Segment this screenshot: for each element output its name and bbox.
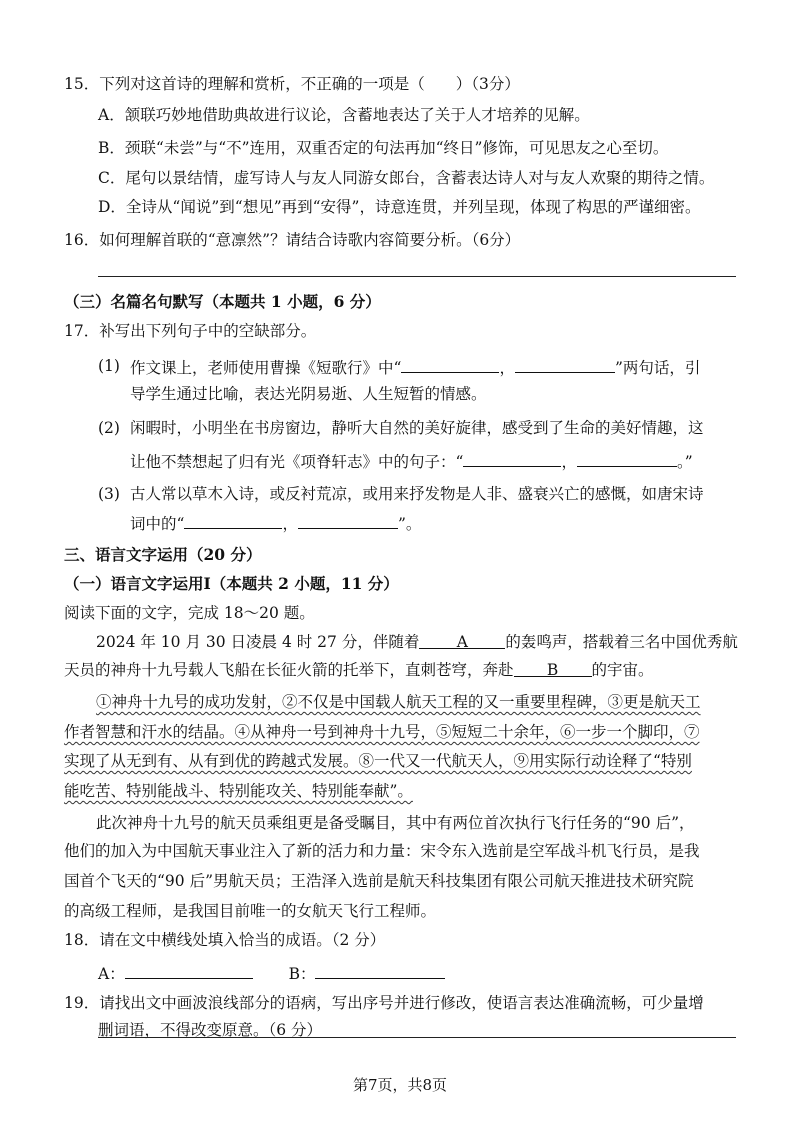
fill-blank[interactable] (463, 450, 561, 467)
section-heading: （一）语言文字运用Ⅰ（本题共 2 小题，11 分） (64, 574, 399, 593)
q17-item-number: (3) (98, 485, 120, 503)
comma: ， (282, 515, 298, 533)
q17-item2-line1: 闲暇时，小明坐在书房窗边，静听大自然的美好旋律，感受到了生命的美好情趣，这 (130, 419, 704, 437)
q17-item2-text-end: 。” (676, 453, 693, 471)
passage-text: 的轰鸣声，搭载着三名中国优秀航 (505, 633, 738, 651)
fill-blank[interactable] (184, 512, 282, 529)
wavy-passage-line: 实现了从无到有、从有到优的跨越式发展。⑧一代又一代航天人，⑨用实际行动诠释了“特别 (64, 752, 692, 770)
blank-a[interactable]: A (419, 632, 505, 649)
answer-line[interactable] (98, 1037, 736, 1038)
fill-blank[interactable] (298, 512, 398, 529)
passage-line: 的高级工程师，是我国目前唯一的女航天飞行工程师。 (64, 902, 437, 920)
passage-line: 国首个飞天的“90 后”男航天员；王浩泽入选前是航天科技集团有限公司航天推进技术研究院 (64, 872, 694, 890)
q17-item1-text-end: ”两句话，引 (614, 359, 701, 377)
part-heading: 三、语言文字运用（20 分） (64, 545, 262, 564)
q16-stem: 16．如何理解首联的“意凛然”？请结合诗歌内容简要分析。（6分） (64, 231, 521, 249)
q17-item3-text: 词中的“ (130, 515, 185, 533)
q19-stem: 19．请找出文中画波浪线部分的语病，写出序号并进行修改，使语言表达准确流畅，可少量增 (64, 994, 704, 1012)
passage-line: 此次神舟十九号的航天员乘组更是备受瞩目，其中有两位首次执行飞行任务的“90 后”， (96, 814, 695, 832)
q17-item3-text-end: ”。 (397, 515, 422, 533)
answer-b-blank[interactable] (315, 962, 445, 979)
passage-text: 天员的神舟十九号载人飞船在长征火箭的托举下，直刺苍穹，奔赴 (64, 661, 514, 679)
answer-line[interactable] (98, 276, 736, 277)
section-heading: （三）名篇名句默写（本题共 1 小题，6 分） (64, 292, 381, 311)
wavy-passage-line: 能吃苦、特别能战斗、特别能攻关、特别能奉献”。 (64, 782, 413, 800)
q17-item-number: (1) (98, 357, 120, 375)
blank-b[interactable]: B (514, 660, 592, 677)
label-b: B： (288, 965, 316, 983)
q18-stem: 18．请在文中横线处填入恰当的成语。（2 分） (64, 931, 386, 949)
q17-item1-text: 作文课上，老师使用曹操《短歌行》中“ (130, 359, 402, 377)
q15-option-b: B．颈联“未尝”与“不”连用，双重否定的句法再加“终日”修饰，可见思友之心至切。 (98, 139, 669, 157)
wavy-passage-line: 作者智慧和汗水的结晶。④从神舟一号到神舟十九号，⑤短短二十余年，⑥一步一个脚印，⑦ (64, 723, 700, 741)
q15-stem: 15．下列对这首诗的理解和赏析，不正确的一项是（ ）（3分） (64, 75, 520, 93)
answer-a-blank[interactable] (125, 962, 253, 979)
passage-text: 的宇宙。 (591, 661, 654, 679)
page-number: 第7页，共8页 (352, 1076, 448, 1094)
q17-item2-text: 让他不禁想起了归有光《项脊轩志》中的句子：“ (130, 453, 464, 471)
q19-stem-line2: 删词语，不得改变原意。（6 分） (98, 1021, 323, 1039)
q15-option-d: D．全诗从“闻说”到“想见”再到“安得”，诗意连贯，并列呈现，体现了构思的严谨细密。 (98, 198, 701, 216)
q17-stem: 17．补写出下列句子中的空缺部分。 (64, 322, 317, 340)
comma: ， (561, 453, 577, 471)
passage-intro: 阅读下面的文字，完成 18～20 题。 (64, 604, 315, 622)
passage-line: 他们的加入为中国航天事业注入了新的活力和力量：宋令东入选前是空军战斗机飞行员，是我 (64, 842, 700, 860)
fill-blank[interactable] (577, 450, 677, 467)
fill-blank[interactable] (515, 356, 615, 373)
fill-blank[interactable] (401, 356, 499, 373)
q17-item1-line2: 导学生通过比喻，表达光阴易逝、人生短暂的情感。 (130, 385, 487, 403)
q17-item3-line1: 古人常以草木入诗，或反衬荒凉，或用来抒发物是人非、盛衰兴亡的感慨，如唐宋诗 (130, 485, 704, 503)
q15-option-c: C．尾句以景结情，虚写诗人与友人同游女郎台，含蓄表达诗人对与友人欢聚的期待之情。 (98, 169, 715, 187)
q17-item-number: (2) (98, 419, 120, 437)
passage-text: 2024 年 10 月 30 日凌晨 4 时 27 分，伴随着 (96, 633, 420, 651)
wavy-passage-line: ①神舟十九号的成功发射，②不仅是中国载人航天工程的又一重要里程碑，③更是航天工 (96, 693, 701, 711)
label-a: A： (98, 965, 125, 983)
comma: ， (499, 359, 515, 377)
q15-option-a: A．颔联巧妙地借助典故进行议论，含蓄地表达了关于人才培养的见解。 (98, 106, 590, 124)
